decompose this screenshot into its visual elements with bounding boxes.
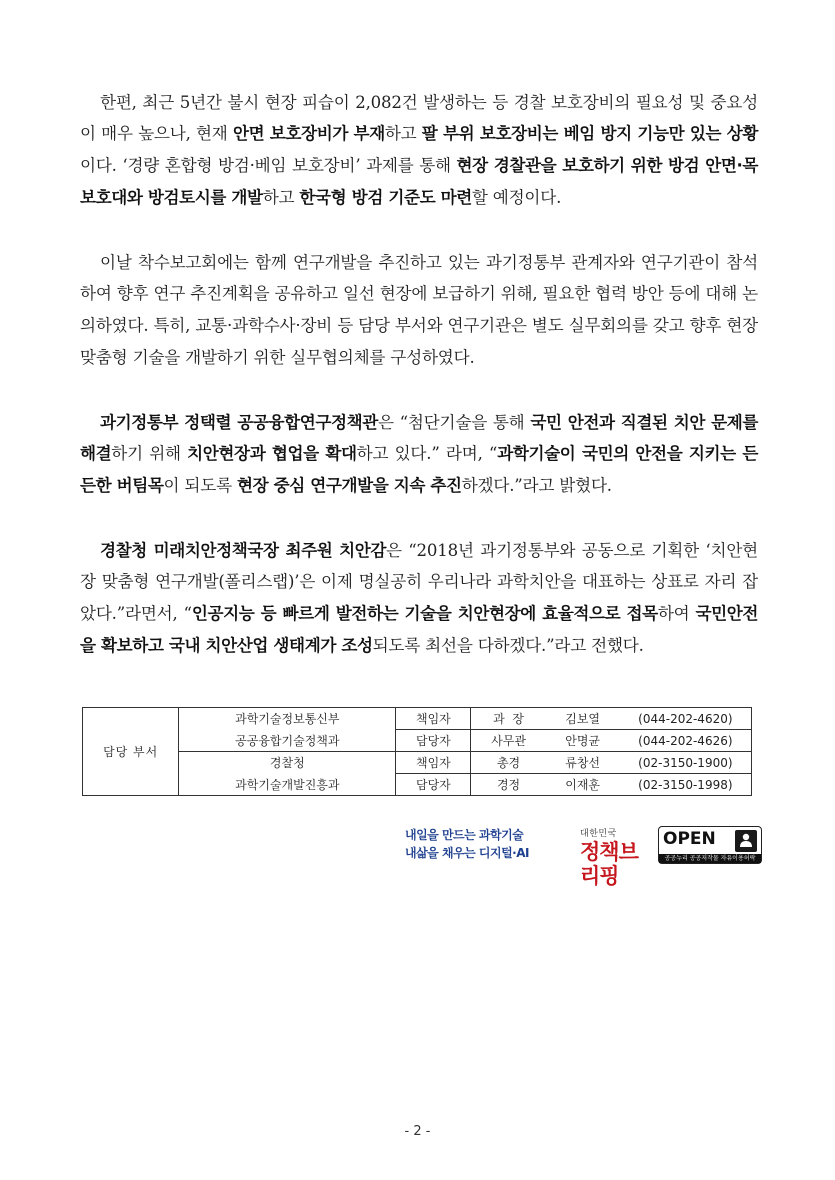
body-text: 되도록 최선을 다하겠다.”라고 전했다. xyxy=(372,635,644,655)
body-text: 이날 착수보고회에는 함께 연구개발을 추진하고 있는 과기정통부 관계자와 연구기관이 참석하여 향후 연구 추진계획을 공유하고 일선 현장에 보급하기 위해, 필요한 협력 방안 등에 대해 논의하였다. 특히, 교통·과학수사·장비 등 담당 부서와 연구기관은 별도 실무회의를 갖고 향후 현장 맞춤형 기술을 개발하기 위한 실무협의체를 구성하였다. xyxy=(80,252,758,367)
paragraph-protective-gear xyxy=(80,87,758,214)
contact-title: 경정 xyxy=(471,774,546,796)
dept-label: 담당 부서 xyxy=(83,708,179,796)
science-slogan-logo xyxy=(405,826,565,870)
contact-org: 공공융합기술정책과 xyxy=(179,730,396,752)
emphasis-text: 과기정통부 정택렬 공공융합연구정책관 xyxy=(100,412,378,432)
emphasis-text: 한국형 방검 기준도 마련 xyxy=(299,187,472,207)
attribution-person-icon xyxy=(735,830,757,852)
page-number: - 2 - xyxy=(404,1124,431,1139)
emphasis-text: 과학기술이 국민의 안전을 지키는 든든한 버팀목 xyxy=(80,444,759,496)
emphasis-text: 안면 보호장비가 부재 xyxy=(232,124,385,144)
body-text: 은 “2018년 과기정통부와 공동으로 기획한 ‘치안현장 맞춤형 연구개발(폴리스랩)’은 이제 명실공히 우리나라 과학치안을 대표하는 상표로 자리 잡았다.”라면서, “ xyxy=(80,540,758,624)
emphasis-text: 국민 안전과 직결된 치안 문제를 해결 xyxy=(80,412,758,464)
contact-name: 이재훈 xyxy=(546,774,620,796)
body-text: 이다. ‘경량 혼합형 방검·베임 보호장비’ 과제를 통해 xyxy=(80,156,457,176)
contact-phone: (02-3150-1998) xyxy=(620,774,752,796)
emphasis-text: 경찰청 미래치안정책국장 최주원 치안감 xyxy=(100,540,386,560)
kogl-bar-text: 공공누리 공공저작물 자유이용허락 xyxy=(659,854,761,863)
emphasis-text: 팔 부위 보호장비는 베임 방지 기능만 있는 상황 xyxy=(421,124,759,144)
body-text: 하고 xyxy=(262,187,300,207)
body-text: 할 예정이다. xyxy=(471,187,562,207)
body-text: 하기 위해 xyxy=(111,444,188,464)
kogl-open-text: OPEN xyxy=(663,829,716,849)
contact-title: 과 장 xyxy=(471,708,546,730)
contact-role: 책임자 xyxy=(396,752,471,774)
contact-name: 류창선 xyxy=(546,752,620,774)
body-text: 하여 xyxy=(657,604,696,624)
contact-org: 경찰청 xyxy=(179,752,396,774)
body-text: 이 되도록 xyxy=(163,476,237,496)
body-text: 하겠다.”라고 밝혔다. xyxy=(461,476,612,496)
emphasis-text: 현장 중심 연구개발을 지속 추진 xyxy=(237,476,462,496)
emphasis-text: 인공지능 등 빠르게 발전하는 기술을 치안현장에 효율적으로 접목 xyxy=(191,604,658,624)
slogan-line-1: 내일을 만드는 과학기술 xyxy=(405,828,524,842)
contact-org: 과학기술정보통신부 xyxy=(179,708,396,730)
paragraph-police-quote xyxy=(80,535,758,662)
emphasis-text: 현장 경찰관을 보호하기 위한 방검 안면·목 보호대와 방검토시를 개발 xyxy=(80,156,758,207)
paragraph-kickoff-meeting xyxy=(80,247,758,374)
briefing-logo-small: 대한민국 xyxy=(580,829,617,839)
contact-name: 김보열 xyxy=(546,708,620,730)
emphasis-text: 국민안전을 확보하고 국내 치안산업 생태계가 조성 xyxy=(80,604,758,655)
contact-title: 사무관 xyxy=(471,730,546,752)
paragraph-msit-quote xyxy=(80,407,758,502)
contact-role: 책임자 xyxy=(396,708,471,730)
kogl-open-license-logo xyxy=(658,826,762,864)
body-text: 은 “첨단기술을 통해 xyxy=(377,412,531,432)
emphasis-text: 치안현장과 협업을 확대 xyxy=(187,444,357,464)
body-text: 하고 xyxy=(384,124,422,144)
contact-org: 과학기술개발진흥과 xyxy=(179,774,396,796)
briefing-logo-title: 정책브리핑 xyxy=(580,840,638,888)
body-text: 한편, 최근 5년간 불시 현장 피습이 2,082건 발생하는 등 경찰 보호장비의 필요성 및 중요성이 매우 높으나, 현재 xyxy=(80,92,758,144)
contact-table xyxy=(82,707,752,796)
policy-briefing-logo xyxy=(580,826,650,888)
contact-phone: (02-3150-1900) xyxy=(620,752,752,774)
slogan-line-2: 내삶을 채우는 디지털·AI xyxy=(405,846,529,860)
contact-role: 담당자 xyxy=(396,730,471,752)
contact-phone: (044-202-4620) xyxy=(620,708,752,730)
contact-title: 총경 xyxy=(471,752,546,774)
contact-phone: (044-202-4626) xyxy=(620,730,752,752)
contact-name: 안명균 xyxy=(546,730,620,752)
contact-role: 담당자 xyxy=(396,774,471,796)
body-text: 하고 있다.” 라며, “ xyxy=(356,444,498,464)
